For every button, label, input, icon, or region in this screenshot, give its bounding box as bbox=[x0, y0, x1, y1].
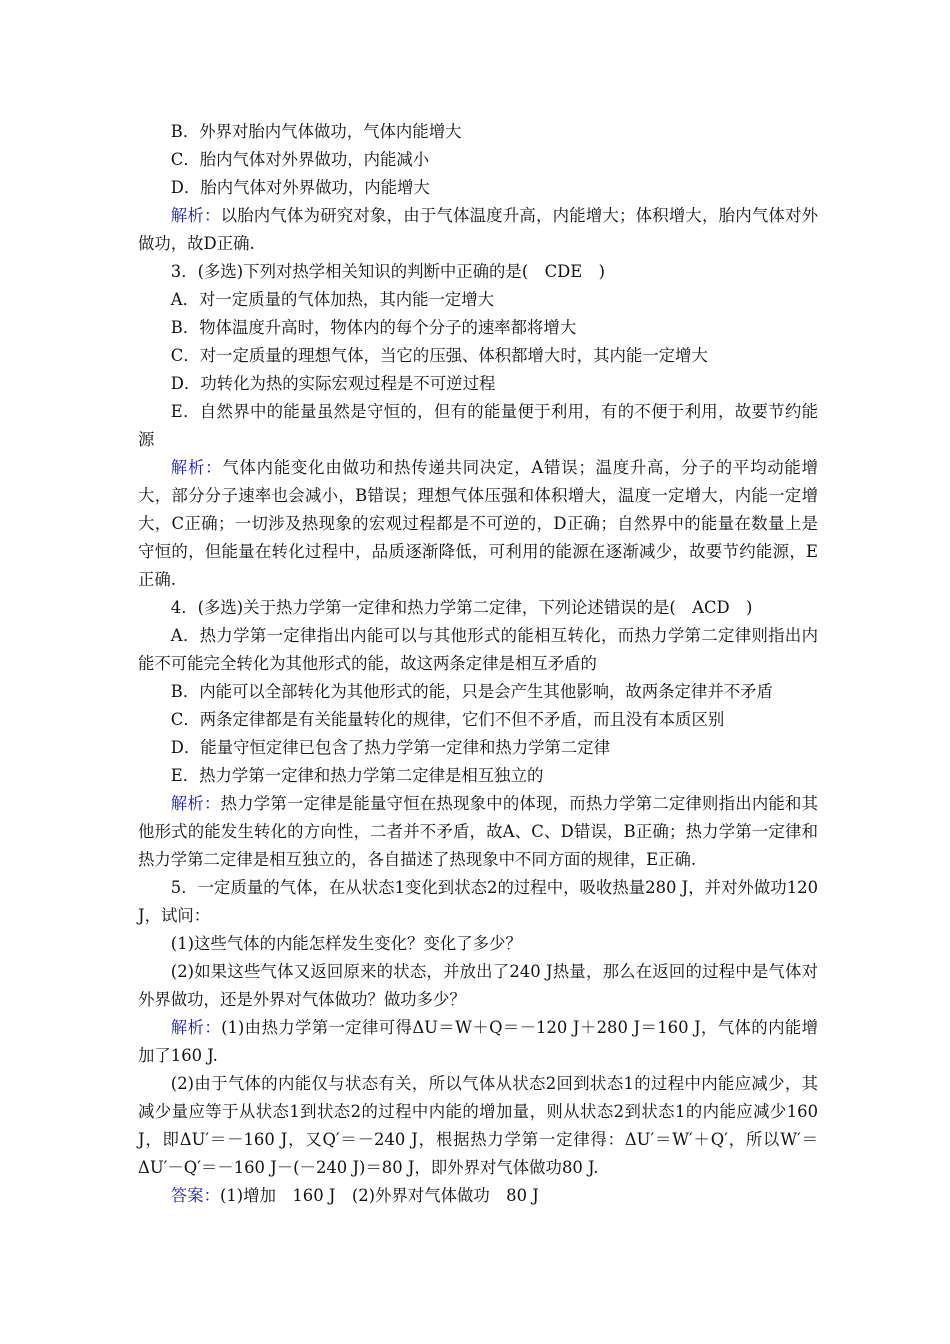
option-text: C．两条定律都是有关能量转化的规律，它们不但不矛盾，而且没有本质区别 bbox=[170, 710, 725, 729]
q4-option-a bbox=[138, 622, 818, 678]
q5-sub-2 bbox=[138, 958, 818, 1014]
paragraph-text: B．外界对胎内气体做功，气体内能增大 bbox=[170, 122, 462, 141]
analysis-text: (2)由于气体的内能仅与状态有关，所以气体从状态2回到状态1的过程中内能应减少，其减少量应等于从状态1到状态2的过程中内能的增加量，则从状态2到状态1的内能应减少160 J，即ΔU′＝－160 J，又Q′＝－240 J，根据热力学第一定律得：ΔU′＝W′＋Q′，所以W′＝ΔU′－Q′＝－160 J－(－240 J)＝80 J，即外界对气体做功80 J. bbox=[138, 1074, 818, 1177]
q3-option-a bbox=[138, 286, 818, 314]
option-text: E．热力学第一定律和热力学第二定律是相互独立的 bbox=[170, 766, 544, 785]
option-text: B．内能可以全部转化为其他形式的能，只是会产生其他影响，故两条定律并不矛盾 bbox=[170, 682, 773, 701]
analysis-label: 解析： bbox=[170, 206, 221, 225]
subquestion-text: (2)如果这些气体又返回原来的状态，并放出了240 J热量，那么在返回的过程中是气体对外界做功，还是外界对气体做功？做功多少？ bbox=[138, 962, 818, 1009]
analysis-3 bbox=[138, 454, 818, 594]
analysis-5-part-1 bbox=[138, 1014, 818, 1070]
question-3 bbox=[138, 258, 818, 286]
q4-option-d bbox=[138, 734, 818, 762]
analysis-text: (1)由热力学第一定律可得ΔU＝W＋Q＝－120 J＋280 J＝160 J，气体的内能增加了160 J. bbox=[138, 1018, 818, 1065]
question-text: 4．(多选)关于热力学第一定律和热力学第二定律，下列论述错误的是( ACD ) bbox=[170, 598, 753, 617]
question-4 bbox=[138, 594, 818, 622]
q3-option-d bbox=[138, 370, 818, 398]
analysis-4 bbox=[138, 790, 818, 874]
analysis-text: 气体内能变化由做功和热传递共同决定，A错误；温度升高，分子的平均动能增大，部分分子速率也会减小，B错误；理想气体压强和体积增大，温度一定增大，内能一定增大，C正确；一切涉及热现象的宏观过程都是不可逆的，D正确；自然界中的能量在数量上是守恒的，但能量在转化过程中，品质逐渐降低，可利用的能源在逐渐减少，故要节约能源，E正确. bbox=[138, 458, 818, 589]
answer-5 bbox=[138, 1182, 818, 1210]
q4-option-e bbox=[138, 762, 818, 790]
subquestion-text: (1)这些气体的内能怎样发生变化？变化了多少？ bbox=[170, 934, 522, 953]
analysis-label: 解析： bbox=[170, 458, 223, 477]
option-text: D．能量守恒定律已包含了热力学第一定律和热力学第二定律 bbox=[170, 738, 611, 757]
paragraph-text: D．胎内气体对外界做功，内能增大 bbox=[170, 178, 430, 197]
q5-sub-1 bbox=[138, 930, 818, 958]
analysis-2 bbox=[138, 202, 818, 258]
analysis-5-part-2 bbox=[138, 1070, 818, 1182]
q3-option-c bbox=[138, 342, 818, 370]
analysis-text: 热力学第一定律是能量守恒在热现象中的体现，而热力学第二定律则指出内能和其他形式的能发生转化的方向性，二者并不矛盾，故A、C、D错误，B正确；热力学第一定律和热力学第二定律是相互独立的，各自描述了热现象中不同方面的规律，E正确. bbox=[138, 794, 819, 869]
answer-text: (1)增加 160 J (2)外界对气体做功 80 J bbox=[219, 1186, 539, 1205]
option-text: E．自然界中的能量虽然是守恒的，但有的能量便于利用，有的不便于利用，故要节约能源 bbox=[138, 402, 818, 449]
analysis-text: 以胎内气体为研究对象，由于气体温度升高，内能增大；体积增大，胎内气体对外做功，故D正确. bbox=[138, 206, 819, 253]
answer-label: 答案： bbox=[170, 1186, 220, 1205]
option-text: C．对一定质量的理想气体，当它的压强、体积都增大时，其内能一定增大 bbox=[170, 346, 708, 365]
document-body bbox=[138, 118, 818, 1210]
option-text: B．物体温度升高时，物体内的每个分子的速率都将增大 bbox=[170, 318, 577, 337]
option-text: A．热力学第一定律指出内能可以与其他形式的能相互转化，而热力学第二定律则指出内能不可能完全转化为其他形式的能，故这两条定律是相互矛盾的 bbox=[138, 626, 818, 673]
option-b bbox=[138, 118, 818, 146]
analysis-label: 解析： bbox=[170, 1018, 222, 1037]
q4-option-c bbox=[138, 706, 818, 734]
analysis-label: 解析： bbox=[170, 794, 221, 813]
question-5 bbox=[138, 874, 818, 930]
option-d bbox=[138, 174, 818, 202]
question-text: 3．(多选)下列对热学相关知识的判断中正确的是( CDE ) bbox=[170, 262, 606, 281]
option-text: A．对一定质量的气体加热，其内能一定增大 bbox=[170, 290, 495, 309]
q4-option-b bbox=[138, 678, 818, 706]
q3-option-b bbox=[138, 314, 818, 342]
option-c bbox=[138, 146, 818, 174]
q3-option-e bbox=[138, 398, 818, 454]
paragraph-text: C．胎内气体对外界做功，内能减小 bbox=[170, 150, 430, 169]
option-text: D．功转化为热的实际宏观过程是不可逆过程 bbox=[170, 374, 496, 393]
question-text: 5．一定质量的气体，在从状态1变化到状态2的过程中，吸收热量280 J，并对外做功120 J，试问： bbox=[138, 878, 818, 925]
